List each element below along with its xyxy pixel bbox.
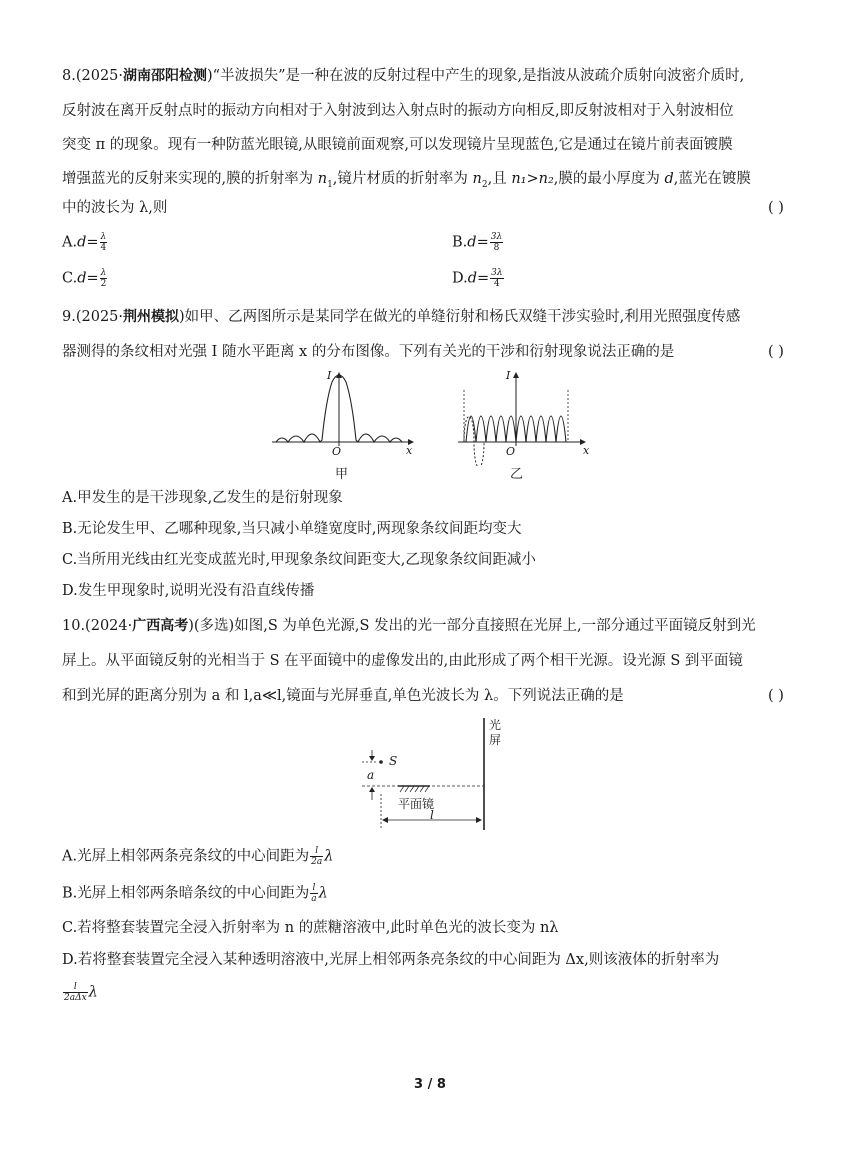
- y-axis-arrow: [513, 372, 519, 378]
- q9-number: 9.(2025·: [62, 309, 124, 325]
- q8-sub-1: 1: [327, 179, 333, 190]
- denominator: 2: [100, 279, 107, 289]
- q9-option-a: A.甲发生的是干涉现象,乙发生的是衍射现象: [62, 490, 343, 506]
- equals: =: [477, 270, 490, 287]
- numerator: l: [63, 982, 88, 993]
- numerator: λ: [100, 268, 107, 278]
- q10-option-d-line-2: [62, 982, 98, 1003]
- q8-number: 8.(2025·: [62, 68, 124, 84]
- q9-option-b: B.无论发生甲、乙哪种现象,当只减小单缝宽度时,两现象条纹间距均变大: [62, 521, 522, 537]
- numerator: l: [310, 883, 317, 894]
- q10-option-b: [62, 883, 328, 904]
- denominator: 4: [494, 279, 500, 289]
- lambda: λ: [318, 885, 328, 902]
- lambda: λ: [324, 848, 334, 865]
- q9-answer-blank: ( ): [768, 344, 784, 360]
- figure-jia-diffraction: [268, 370, 418, 466]
- q8-var-n1: n: [317, 171, 328, 187]
- fraction: [310, 883, 317, 904]
- yi-origin-label: O: [506, 445, 516, 458]
- jia-axis-x-label: x: [406, 444, 413, 457]
- figure-yi-interference: [456, 370, 596, 466]
- q8-text: )“半波损失”是一种在波的反射过程中产生的现象,是指波从波疏介质射向波密介质时,: [207, 68, 745, 84]
- fraction: [490, 268, 503, 289]
- distance-l-label: l: [430, 808, 434, 822]
- yi-axis-i-label: I: [506, 369, 511, 382]
- q8-var-n2: n: [472, 171, 482, 187]
- denominator: 2a: [311, 857, 323, 867]
- q10-option-c: C.若将整套装置完全浸入折射率为 n 的蔗糖溶液中,此时单色光的波长变为 nλ: [62, 920, 559, 936]
- var-d: d: [77, 234, 87, 251]
- q10-source: 广西高考: [132, 618, 189, 634]
- denominator: 8: [493, 243, 500, 253]
- q8-option-c: [62, 268, 108, 289]
- l-arrowhead-left: [382, 817, 388, 823]
- q8-var-d: d: [664, 171, 674, 187]
- source-label: S: [389, 754, 398, 768]
- var-d: d: [467, 270, 478, 287]
- q10-line-1: [62, 616, 756, 636]
- equals: =: [476, 234, 489, 251]
- q9-line-2: 器测得的条纹相对光强 I 随水平距离 x 的分布图像。下列有关光的干涉和衍射现象说法正确的是: [62, 344, 675, 360]
- lambda: λ: [88, 984, 98, 1001]
- option-text: B.光屏上相邻两条暗条纹的中心间距为: [62, 885, 310, 902]
- var-d: d: [77, 270, 87, 287]
- numerator: l: [310, 846, 323, 857]
- q10-text: )(多选)如图,S 为单色光源,S 发出的光一部分直接照在光屏上,一部分通过平面镜反射到光: [188, 618, 756, 634]
- numerator: 3λ: [491, 268, 503, 278]
- q8-text-part: ,镜片材质的折射率为: [332, 171, 473, 187]
- q8-answer-blank: ( ): [768, 200, 784, 216]
- q8-line-1: [62, 66, 744, 86]
- q8-text-part: ,且: [487, 171, 512, 187]
- denominator: a: [311, 894, 317, 904]
- q9-line-1: [62, 307, 740, 327]
- q9-source: 荆州模拟: [123, 309, 180, 325]
- q9-option-c: C.当所用光线由红光变成蓝光时,甲现象条纹间距变大,乙现象条纹间距减小: [62, 552, 536, 568]
- q10-option-d-line-1: D.若将整套装置完全浸入某种透明溶液中,光屏上相邻两条亮条纹的中心间距为 Δx,则该液体的折射率为: [62, 952, 720, 968]
- q8-text-part: ,膜的最小厚度为: [553, 171, 665, 187]
- q10-answer-blank: ( ): [768, 688, 784, 704]
- fraction: [100, 268, 108, 289]
- a-arrowhead-bottom: [369, 787, 375, 792]
- fraction: [490, 232, 503, 253]
- figure-jia-caption: 甲: [335, 467, 349, 482]
- denominator: 2aΔx: [64, 993, 87, 1003]
- q10-line-2: 屏上。从平面镜反射的光相当于 S 在平面镜中的虚像发出的,由此形成了两个相干光源。设光源 S 到平面镜: [62, 653, 743, 669]
- denominator: 4: [100, 243, 107, 253]
- q8-inequality: n₁>n₂: [511, 171, 554, 187]
- a-arrowhead-top: [369, 756, 375, 761]
- q8-text-part: ,蓝光在镀膜: [673, 171, 751, 187]
- q8-option-a: [62, 232, 108, 253]
- equals: =: [86, 270, 99, 287]
- q8-source: 湖南邵阳检测: [123, 68, 208, 84]
- q8-option-d: [452, 268, 505, 289]
- source-point: [379, 760, 383, 764]
- q10-number: 10.(2024·: [62, 618, 133, 634]
- q10-option-a: [62, 846, 333, 867]
- q8-line-3: 突变 π 的现象。现有一种防蓝光眼镜,从眼镜前面观察,可以发现镜片呈现蓝色,它是通过在镜片前表面镀膜: [62, 137, 733, 153]
- figure-yi-caption: 乙: [510, 467, 524, 482]
- q8-line-4: [62, 169, 751, 195]
- q8-line-5: 中的波长为 λ,则: [62, 200, 168, 216]
- q10-line-3: 和到光屏的距离分别为 a 和 l,a≪l,镜面与光屏垂直,单色光波长为 λ。下列说法正确的是: [62, 688, 624, 704]
- q8-text-part: 增强蓝光的反射来实现的,膜的折射率为: [62, 171, 318, 187]
- q9-option-d: D.发生甲现象时,说明光没有沿直线传播: [62, 583, 315, 599]
- jia-axis-i-label: I: [327, 369, 332, 382]
- option-label: A.: [62, 234, 78, 251]
- fraction: [310, 846, 323, 867]
- q9-text: )如甲、乙两图所示是某同学在做光的单缝衍射和杨氏双缝干涉实验时,利用光照强度传感: [179, 309, 741, 325]
- numerator: λ: [100, 232, 107, 242]
- option-label: D.: [452, 270, 468, 287]
- mirror-hatching: [400, 786, 429, 792]
- screen-label: 光屏: [489, 718, 502, 747]
- jia-origin-label: O: [332, 445, 342, 458]
- distance-a-label: a: [367, 768, 375, 782]
- option-label: C.: [62, 270, 78, 287]
- fraction: [63, 982, 88, 1003]
- mirror-label: 平面镜: [398, 797, 435, 811]
- page-number: 3 / 8: [414, 1077, 446, 1092]
- q8-option-b: [452, 232, 504, 253]
- option-label: B.: [452, 234, 468, 251]
- option-text: A.光屏上相邻两条亮条纹的中心间距为: [62, 848, 310, 865]
- q8-line-2: 反射波在离开反射点时的振动方向相对于入射波到达入射点时的振动方向相反,即反射波相对于入射波相位: [62, 103, 734, 119]
- var-d: d: [467, 234, 477, 251]
- l-arrowhead-right: [476, 817, 482, 823]
- numerator: 3λ: [490, 232, 503, 242]
- yi-axis-x-label: x: [583, 444, 590, 457]
- q8-sub-2: 2: [481, 179, 488, 190]
- equals: =: [86, 234, 99, 251]
- fraction: [100, 232, 108, 253]
